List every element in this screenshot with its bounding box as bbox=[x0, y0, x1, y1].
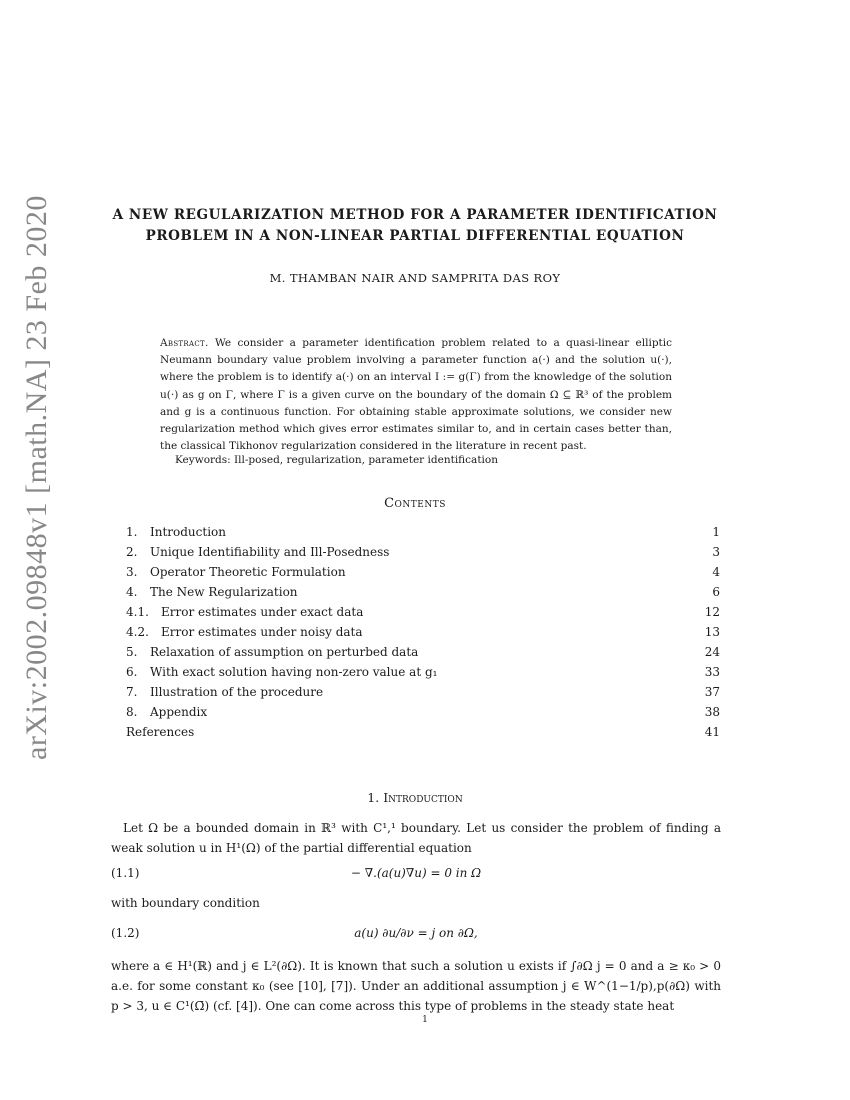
toc-number: 4.2. bbox=[126, 625, 149, 639]
toc-entry[interactable] bbox=[126, 642, 720, 662]
toc-title: Relaxation of assumption on perturbed data bbox=[150, 645, 419, 659]
toc-number: 6. bbox=[126, 665, 138, 679]
toc-entry[interactable] bbox=[126, 522, 720, 542]
toc-entry[interactable] bbox=[126, 722, 720, 742]
toc-entry[interactable] bbox=[126, 682, 720, 702]
title-line-2: PROBLEM IN A NON-LINEAR PARTIAL DIFFERENTIAL EQUATION bbox=[145, 228, 685, 244]
equation-body: a(u) ∂u/∂ν = j on ∂Ω, bbox=[354, 926, 478, 940]
intro-paragraph-1: Let Ω be a bounded domain in ℝ³ with C¹,¹ boundary. Let us consider the problem of finding a weak solution u in H¹(Ω) of the partial differential equation bbox=[111, 821, 721, 855]
toc-number: 8. bbox=[126, 705, 138, 719]
toc-number: 5. bbox=[126, 645, 138, 659]
equation-number: (1.1) bbox=[111, 866, 140, 880]
toc-number: 7. bbox=[126, 685, 138, 699]
page-number: 1 bbox=[422, 1015, 428, 1025]
toc-entry[interactable] bbox=[126, 702, 720, 722]
paper-title bbox=[100, 205, 730, 247]
abstract bbox=[160, 335, 672, 455]
equation-number: (1.2) bbox=[111, 926, 140, 940]
toc-entry[interactable] bbox=[126, 542, 720, 562]
keywords: Keywords: Ill-posed, regularization, parameter identification bbox=[175, 454, 498, 466]
toc-number: 3. bbox=[126, 565, 138, 579]
section-heading bbox=[100, 790, 730, 805]
title-line-1: A NEW REGULARIZATION METHOD FOR A PARAMETER IDENTIFICATION bbox=[112, 207, 718, 223]
toc-title: Introduction bbox=[150, 525, 226, 539]
toc-entry[interactable] bbox=[126, 622, 720, 642]
toc-entry[interactable] bbox=[126, 582, 720, 602]
equation-body: − ∇.(a(u)∇u) = 0 in Ω bbox=[350, 866, 482, 880]
toc-page: 38 bbox=[704, 705, 720, 719]
toc-page: 13 bbox=[704, 625, 720, 639]
toc-title: Error estimates under exact data bbox=[161, 605, 364, 619]
authors: M. THAMBAN NAIR AND SAMPRITA DAS ROY bbox=[269, 271, 561, 285]
toc-title: Error estimates under noisy data bbox=[161, 625, 363, 639]
toc-number: 4.1. bbox=[126, 605, 149, 619]
abstract-text: We consider a parameter identification problem related to a quasi-linear elliptic Neumann boundary value problem involving a parameter function a(·) and the solution u(·), where the problem is to identify a(·) on an interval I := g(Γ) from the knowledge of the solution u(·) as g on Γ, where Γ is a given curve on the boundary of the domain Ω ⊆ ℝ³ of the problem and g is a continuous function. For obtaining stable approximate solutions, we consider new regularization method which gives error estimates similar to, and in certain cases better than, the classical Tikhonov regularization considered in the literature in recent past. bbox=[160, 337, 672, 453]
toc-page: 4 bbox=[712, 565, 720, 579]
toc-page: 37 bbox=[704, 685, 720, 699]
abstract-label: Abstract. bbox=[160, 337, 209, 349]
toc-number: 2. bbox=[126, 545, 138, 559]
toc-page: 3 bbox=[712, 545, 720, 559]
toc-title: With exact solution having non-zero value at g₁ bbox=[150, 665, 438, 679]
contents-heading: Contents bbox=[384, 496, 446, 511]
toc-page: 12 bbox=[704, 605, 720, 619]
toc-title: Illustration of the procedure bbox=[150, 685, 324, 699]
intro-paragraph-3: where a ∈ H¹(ℝ) and j ∈ L²(∂Ω). It is known that such a solution u exists if ∫∂Ω j = 0 and a ≥ κ₀ > 0 a.e. for some constant κ₀ (see [10], [7]). Under an additional assumption j ∈ W^(1−1/p),p(∂Ω) with p > 3, u ∈ C¹(Ω̄) (cf. [4]). One can come across this type of problems in the steady state heat bbox=[111, 959, 721, 1013]
section-number: 1. bbox=[367, 790, 380, 805]
arxiv-stamp: arXiv:2002.09848v1 [math.NA] 23 Feb 2020 bbox=[20, 195, 53, 760]
toc-page: 6 bbox=[712, 585, 720, 599]
intro-paragraph-2: with boundary condition bbox=[111, 896, 260, 910]
toc-number: 4. bbox=[126, 585, 138, 599]
toc-page: 33 bbox=[704, 665, 720, 679]
toc-entry[interactable] bbox=[126, 602, 720, 622]
toc-title: Operator Theoretic Formulation bbox=[150, 565, 346, 579]
toc-title: Appendix bbox=[150, 705, 208, 719]
toc-number: 1. bbox=[126, 525, 138, 539]
toc-title: The New Regularization bbox=[150, 585, 298, 599]
toc-page: 41 bbox=[704, 725, 720, 739]
table-of-contents bbox=[126, 522, 720, 742]
section-title: Introduction bbox=[383, 790, 463, 805]
toc-page: 24 bbox=[704, 645, 720, 659]
toc-title: References bbox=[126, 725, 195, 739]
toc-title: Unique Identifiability and Ill-Posedness bbox=[150, 545, 390, 559]
toc-page: 1 bbox=[712, 525, 720, 539]
toc-entry[interactable] bbox=[126, 562, 720, 582]
toc-entry[interactable] bbox=[126, 662, 720, 682]
